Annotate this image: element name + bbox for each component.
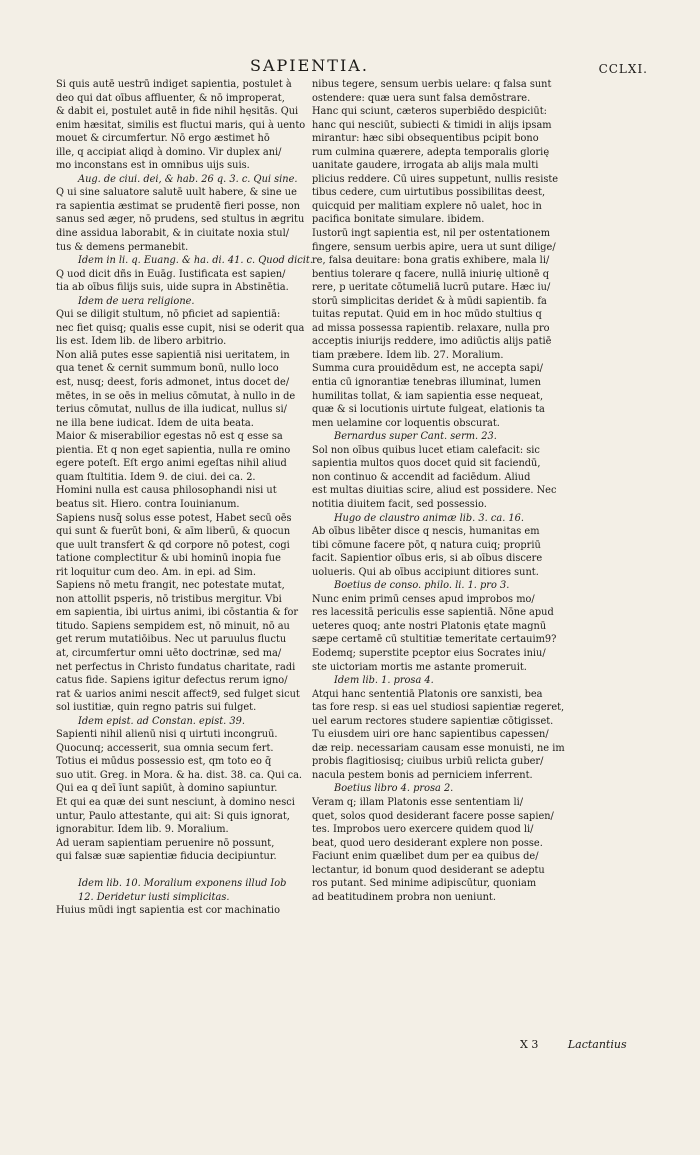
left-column-text-line: tatione complectitur & ubi hominū inopia fue	[56, 553, 281, 565]
right-column-text-line: bentius tolerare q facere, nullā iniurię ultionē q	[312, 268, 549, 280]
left-column-text-line: enim hæsitat, similis est fluctui maris, qui à uento	[56, 119, 306, 131]
right-column-source-line: Hugo de claustro animæ lib. 3. ca. 16.	[334, 512, 525, 524]
left-column-text-line: que uult transfert & qd corpore nō potest, cogi	[56, 539, 290, 551]
right-column-text-line: Hanc qui sciunt, cæteros superbiēdo despiciūt:	[312, 106, 547, 118]
right-column-text-line: hanc qui nesciūt, subiecti & timidi in alijs ipsam	[312, 119, 552, 131]
left-column-text-line: qui falsæ suæ sapientiæ fiducia decipiuntur.	[56, 851, 277, 863]
right-column-text-line: quicquid per malitiam explere nō ualet, hoc in	[312, 200, 542, 212]
right-column-text-line: uanitate gaudere, irrogata ab alijs mala multi	[312, 160, 539, 172]
right-column-source-line: Idem lib. 1. prosa 4.	[334, 675, 434, 687]
left-column-text-line: terius cōmutat, nullus de illa iudicat, nullus si/	[56, 404, 287, 416]
right-column-text-line: mirantur: hæc sibi obsequentibus pcipit bono	[312, 133, 539, 145]
right-column-text-line: ad missa possessa rapientib. relaxare, nulla pro	[312, 322, 550, 334]
left-column-text-line: ignorabitur. Idem lib. 9. Moralium.	[56, 824, 229, 836]
left-column-text-line: Qui ea q deī īunt sapiūt, à domino sapiuntur.	[56, 783, 278, 795]
right-column-text-line: uolueris. Qui ab oībus accipiunt ditiores sunt.	[312, 566, 539, 578]
right-column-text-line: quet, solos quod desiderant facere posse sapien/	[312, 810, 554, 822]
right-column-text-line: uel earum rectores studere sapientiæ cōtigisset.	[312, 715, 554, 727]
page-footer	[520, 1038, 627, 1051]
right-column-text-line: sæpe certamē cū stultitiæ temeritate certauim9?	[312, 634, 557, 646]
left-column-text-line: beatus sit. Hiero. contra Iouinianum.	[56, 498, 240, 510]
left-column-text-line: dine assidua laborabit, & in ciuitate noxia stul/	[56, 228, 290, 240]
left-column-text-line: mo inconstans est in omnibus uijs suis.	[56, 160, 250, 172]
left-column-text-line: Ad ueram sapientiam peruenire nō possunt,	[56, 837, 275, 849]
left-column-text-line: mouet & circumfertur. Nō ergo æstimet hō	[56, 133, 270, 145]
left-column-text-line: mētes, in se oēs in melius cōmutat, à nullo in de	[56, 390, 296, 402]
left-column-text-line: sanus sed æger, nō prudens, sed stultus in ægritu	[56, 214, 305, 226]
right-column-text-line: est multas diuitias scire, aliud est possidere. Nec	[312, 485, 557, 497]
right-column-text-line: acceptis iniurijs reddere, imo adiūctis alijs patiē	[312, 336, 552, 348]
right-column-text-line: fingere, sensum uerbis apire, uera ut sunt dilige/	[312, 241, 556, 253]
left-column-text-line: non attollit psperis, nō tristibus mergitur. Vbi	[56, 593, 282, 605]
left-column-text-line: Homini nulla est causa philosophandi nisi ut	[56, 485, 277, 497]
signature-mark: X 3	[520, 1038, 539, 1051]
right-column-text-line: Nunc enim primū censes apud improbos mo/	[312, 593, 535, 605]
left-column-text-line: Et qui ea quæ dei sunt nesciunt, à domino nesci	[56, 796, 295, 808]
right-column	[312, 78, 608, 904]
left-column-text-line: Huius mūdi ingt sapientia est cor machinatio	[56, 905, 280, 917]
left-column-text-line: untur, Paulo attestante, qui ait: Si quis ignorat,	[56, 810, 290, 822]
right-column-text-line: tas fore resp. si eas uel studiosi sapientiæ regeret,	[312, 702, 565, 714]
right-column-text-line: storū simplicitas deridet & à mūdi sapientib. fa	[312, 295, 547, 307]
left-column-text-line: est, nusq; deest, foris admonet, intus docet de/	[56, 377, 290, 389]
right-column-text-line: notitia diuitem facit, sed possessio.	[312, 498, 487, 510]
left-column-text-line: get rerum mutatiōibus. Nec ut paruulus fluctu	[56, 634, 287, 646]
left-column-text-line: Sapiens nusq̄ solus esse potest, Habet secū oēs	[56, 512, 292, 524]
left-column-source-line: Idem in li. q. Euang. & ha. di. 41. c. Quod dicit.	[78, 255, 313, 267]
left-column-text-line: Non aliā putes esse sapientiā nisi ueritatem, in	[56, 349, 290, 361]
left-column-text-line: egere poteſt. Eſt ergo animi egeſtas nihil aliud	[56, 458, 287, 470]
left-column-text-line: Q uod dicit dñs in Euāg. Iustificata est sapien/	[56, 268, 286, 280]
left-column-text-line: & dabit ei, postulet autē in fide nihil hęsitās. Qui	[56, 106, 299, 118]
running-head: SAPIENTIA.	[250, 56, 369, 75]
left-column-text-line: ille, q accipiat aliqd à domino. Vir duplex ani/	[56, 146, 282, 158]
right-column-text-line: Summa cura prouidēdum est, ne accepta sapi/	[312, 363, 543, 375]
left-column-source-line: Idem de uera religione.	[78, 295, 195, 307]
right-column-text-line: non continuo & accendit ad faciēdum. Aliud	[312, 471, 531, 483]
left-column-text-line: Maior & miserabilior egestas nō est q esse sa	[56, 431, 283, 443]
right-column-text-line: Tu eiusdem uiri ore hanc sapientibus capessen/	[312, 729, 549, 741]
right-column-text-line: nacula pestem bonis ad perniciem inferrent.	[312, 769, 533, 781]
left-column-text-line: deo qui dat oībus affluenter, & nō improperat,	[56, 92, 285, 104]
right-column-text-line: Eodemq; superstite pceptor eius Socrates iniu/	[312, 647, 546, 659]
left-column-text-line: tia ab oībus filijs suis, uide supra in Abstinētia.	[56, 282, 289, 294]
left-column-source-line: 12. Deridetur iusti simplicitas.	[78, 891, 230, 903]
left-column-text-line: qui sunt & fuerūt boni, & aīm liberū, & quocun	[56, 526, 291, 538]
right-column-text-line: pacifica bonitate simulare. ibidem.	[312, 214, 485, 226]
left-column-text-line: ra sapientia æstimat se prudentē fieri posse, non	[56, 200, 300, 212]
right-column-text-line: rere, p ueritate cōtumeliā lucrū putare. Hæc iu/	[312, 282, 551, 294]
catchword: Lactantius	[567, 1038, 627, 1051]
left-column-text-line: suo utit. Greg. in Mora. & ha. dist. 38. ca. Qui ca.	[56, 769, 303, 781]
right-column-text-line: Sol non oībus quibus lucet etiam calefacit: sic	[312, 444, 540, 456]
left-column-text-line: Sapiens nō metu frangit, nec potestate mutat,	[56, 580, 285, 592]
left-column-source-line: Aug. de ciui. dei, & hab. 26 q. 3. c. Qui sine.	[78, 173, 298, 185]
right-column-text-line: Atqui hanc sententiā Platonis ore sanxisti, bea	[312, 688, 543, 700]
left-column-text-line	[56, 864, 338, 878]
right-column-text-line: rum culmina quærere, adepta temporalis glorię	[312, 146, 550, 158]
right-column-text-line: tibi cōmune facere pōt, q natura cuiq; propriū	[312, 539, 541, 551]
left-column-text-line: sol iustitiæ, quin regno patris sui fulget.	[56, 702, 257, 714]
right-column-text-line: ros putant. Sed minime adipiscūtur, quoniam	[312, 878, 537, 890]
left-column-text-line: em sapientia, ibi uirtus animi, ibi cōstantia & for	[56, 607, 299, 619]
left-column	[56, 78, 338, 918]
right-column-source-line: Bernardus super Cant. serm. 23.	[334, 431, 497, 443]
right-column-text-line: sapientia multos quos docet quid sit faciendū,	[312, 458, 541, 470]
left-column-text-line: Totius ei mūdus possessio est, qm toto eo q̄	[56, 756, 272, 768]
right-column-text-line: tibus cedere, cum uirtutibus possibilitas deest,	[312, 187, 546, 199]
right-column-text-line: Iustorū ingt sapientia est, nil per ostentationem	[312, 228, 550, 240]
left-column-text-line: Q ui sine saluatore salutē uult habere, & sine ue	[56, 187, 297, 199]
right-column-text-line: Ab oībus libēter disce q nescis, humanitas em	[312, 526, 540, 538]
right-column-text-line: humilitas tollat, & iam sapientia esse nequeat,	[312, 390, 544, 402]
left-column-text-line: qua tenet & cernit summum bonū, nullo loco	[56, 363, 279, 375]
left-column-source-line: Idem epist. ad Constan. epist. 39.	[78, 715, 245, 727]
right-column-text-line: entia cū ignorantiæ tenebras illuminat, lumen	[312, 377, 541, 389]
right-column-text-line: facit. Sapientior oībus eris, si ab oībus discere	[312, 553, 543, 565]
right-column-text-line: tes. Improbos uero exercere quidem quod li/	[312, 824, 534, 836]
left-column-text-line: nec fiet quisq; qualis esse cupit, nisi se oderit qua	[56, 322, 305, 334]
right-column-text-line: tuitas reputat. Quid em in hoc mūdo stultius q	[312, 309, 542, 321]
right-column-text-line: ste uictoriam mortis me astante promeruit.	[312, 661, 527, 673]
right-column-text-line: Faciunt enim quælibet dum per ea quibus de/	[312, 851, 539, 863]
right-column-text-line: tiam præbere. Idem lib. 27. Moralium.	[312, 349, 504, 361]
right-column-text-line: ueteres quoq; ante nostri Platonis ętate magnū	[312, 620, 547, 632]
left-column-text-line: Quocunq; accesserit, sua omnia secum fert.	[56, 742, 274, 754]
left-column-text-line: net perfectus in Christo fundatus charitate, radi	[56, 661, 296, 673]
left-column-text-line: rat & uarios animi nescit affect9, sed fulget sicut	[56, 688, 300, 700]
left-column-text-line: Sapienti nihil alienū nisi q uirtuti incongruū.	[56, 729, 278, 741]
left-column-text-line: titudo. Sapiens sempidem est, nō minuit, nō au	[56, 620, 290, 632]
left-column-text-line: quam ſtultitia. Idem 9. de ciui. dei ca. 2.	[56, 471, 256, 483]
left-column-text-line: at, circumfertur omni uēto doctrinæ, sed ma/	[56, 647, 282, 659]
left-column-text-line: pientia. Et q non eget sapientia, nulla re omino	[56, 444, 291, 456]
right-column-source-line: Boetius libro 4. prosa 2.	[334, 783, 454, 795]
left-column-text-line: Qui se diligit stultum, nō pficiet ad sapientiā:	[56, 309, 281, 321]
right-column-text-line: res lacessitā periculis esse sapientiā. Nōne apud	[312, 607, 554, 619]
right-column-source-line: Boetius de conso. philo. li. 1. pro 3.	[334, 580, 510, 592]
right-column-text-line: nibus tegere, sensum uerbis uelare: q falsa sunt	[312, 79, 552, 90]
right-column-text-line: lectantur, id bonum quod desiderant se adeptu	[312, 864, 545, 876]
right-column-text-line: beat, quod uero desiderant explere non posse.	[312, 837, 543, 849]
right-column-text-line: quæ & si locutionis uirtute fulgeat, elationis ta	[312, 404, 545, 416]
left-column-text-line: tus & demens permanebit.	[56, 241, 189, 253]
right-column-text-line: plicius reddere. Cū uires suppetunt, nullis resiste	[312, 173, 559, 185]
folio-number: CCLXI.	[598, 62, 648, 76]
right-column-text-line: re, falsa deuitare: bona gratis exhibere, mala li/	[312, 255, 550, 267]
left-column-text-line: catus fide. Sapiens igitur defectus rerum igno/	[56, 675, 288, 687]
right-column-text-line: probis flagitiosisq; ciuibus urbiū relicta guber/	[312, 756, 544, 768]
left-column-text-line: Si quis autē uestrū indiget sapientia, postulet à	[56, 79, 292, 90]
left-column-text-line: ne illa bene iudicat. Idem de uita beata.	[56, 417, 254, 429]
right-column-text-line: Veram q; illam Platonis esse sententiam li/	[312, 796, 524, 808]
left-column-text-line: rit loquitur cum deo. Am. in epi. ad Sim.	[56, 566, 256, 578]
left-column-source-line: Idem lib. 10. Moralium exponens illud Iob	[78, 878, 287, 890]
right-column-text-line: ad beatitudinem probra non ueniunt.	[312, 891, 496, 903]
left-column-text-line: lis est. Idem lib. de libero arbitrio.	[56, 336, 227, 348]
right-column-text-line: men uelamine cor loquentis obscurat.	[312, 417, 500, 429]
right-column-text-line: ostendere: quæ uera sunt falsa demōstrare.	[312, 92, 531, 104]
right-column-text-line: dæ reip. necessariam causam esse monuisti, ne im	[312, 742, 565, 754]
